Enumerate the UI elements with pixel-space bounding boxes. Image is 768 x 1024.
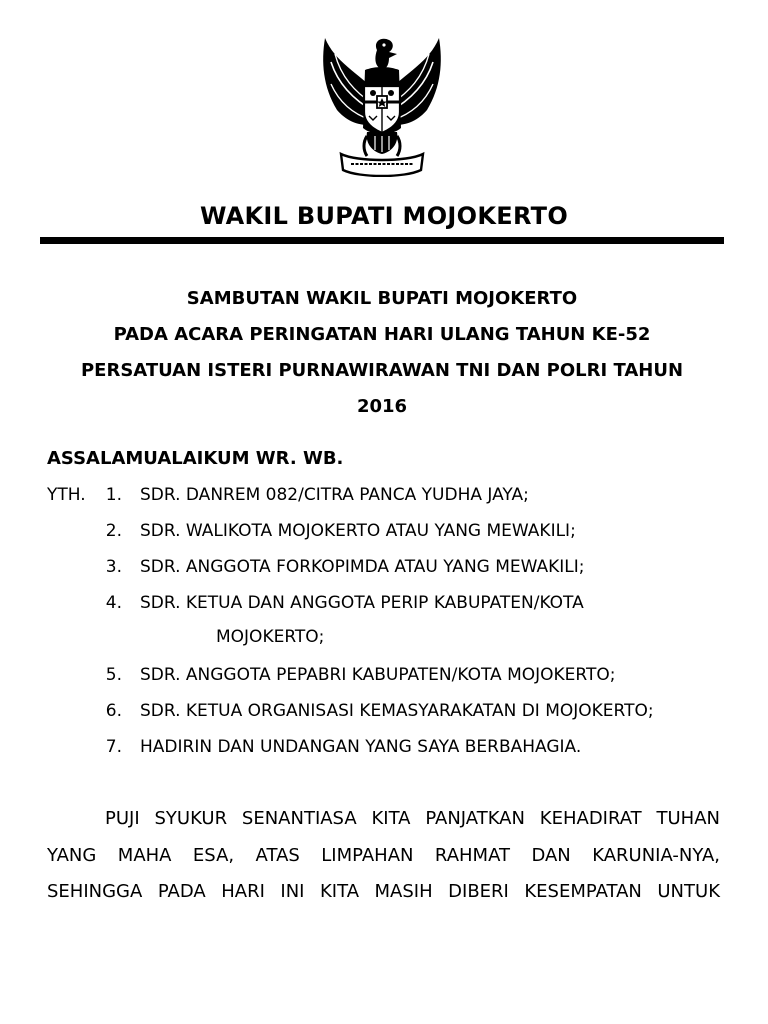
addressee-item: SDR. KETUA ORGANISASI KEMASYARAKATAN DI MOJOKERTO; <box>140 701 654 721</box>
list-number: 5. <box>105 665 122 685</box>
speech-title-line: SAMBUTAN WAKIL BUPATI MOJOKERTO <box>186 288 578 309</box>
speech-title-line: PERSATUAN ISTERI PURNAWIRAWAN TNI DAN POLRI TAHUN <box>80 360 684 381</box>
list-number: 3. <box>105 557 122 577</box>
addressee-item: SDR. DANREM 082/CITRA PANCA YUDHA JAYA; <box>140 485 529 505</box>
speech-title <box>40 281 724 425</box>
addressee-item: HADIRIN DAN UNDANGAN YANG SAYA BERBAHAGIA. <box>140 737 582 757</box>
addressee-item: SDR. ANGGOTA PEPABRI KABUPATEN/KOTA MOJOKERTO; <box>140 665 616 685</box>
paragraph-line: SEHINGGA PADA HARI INI KITA MASIH DIBERI KESEMPATAN UNTUK <box>47 881 720 902</box>
addressee-item: SDR. KETUA DAN ANGGOTA PERIP KABUPATEN/KOTA <box>140 593 584 613</box>
office-title: WAKIL BUPATI MOJOKERTO <box>199 202 569 230</box>
greeting: ASSALAMUALAIKUM WR. WB. <box>47 448 344 469</box>
header-divider <box>40 237 724 244</box>
paragraph-line: PUJI SYUKUR SENANTIASA KITA PANJATKAN KEHADIRAT TUHAN <box>105 808 720 829</box>
list-number: 6. <box>105 701 122 721</box>
speech-title-line: PADA ACARA PERINGATAN HARI ULANG TAHUN KE-52 <box>113 324 651 345</box>
list-number: 4. <box>105 593 122 613</box>
addressee-item-continuation: MOJOKERTO; <box>216 627 325 647</box>
addressee-item: SDR. WALIKOTA MOJOKERTO ATAU YANG MEWAKILI; <box>140 521 576 541</box>
list-number: 2. <box>105 521 122 541</box>
speech-title-line: 2016 <box>356 396 408 417</box>
addressee-prefix: YTH. <box>47 485 86 505</box>
list-number: 7. <box>105 737 122 757</box>
list-number: 1. <box>105 485 122 505</box>
garuda-pancasila-emblem <box>317 32 447 177</box>
paragraph-line: YANG MAHA ESA, ATAS LIMPAHAN RAHMAT DAN KARUNIA-NYA, <box>47 845 720 866</box>
addressee-item: SDR. ANGGOTA FORKOPIMDA ATAU YANG MEWAKILI; <box>140 557 585 577</box>
